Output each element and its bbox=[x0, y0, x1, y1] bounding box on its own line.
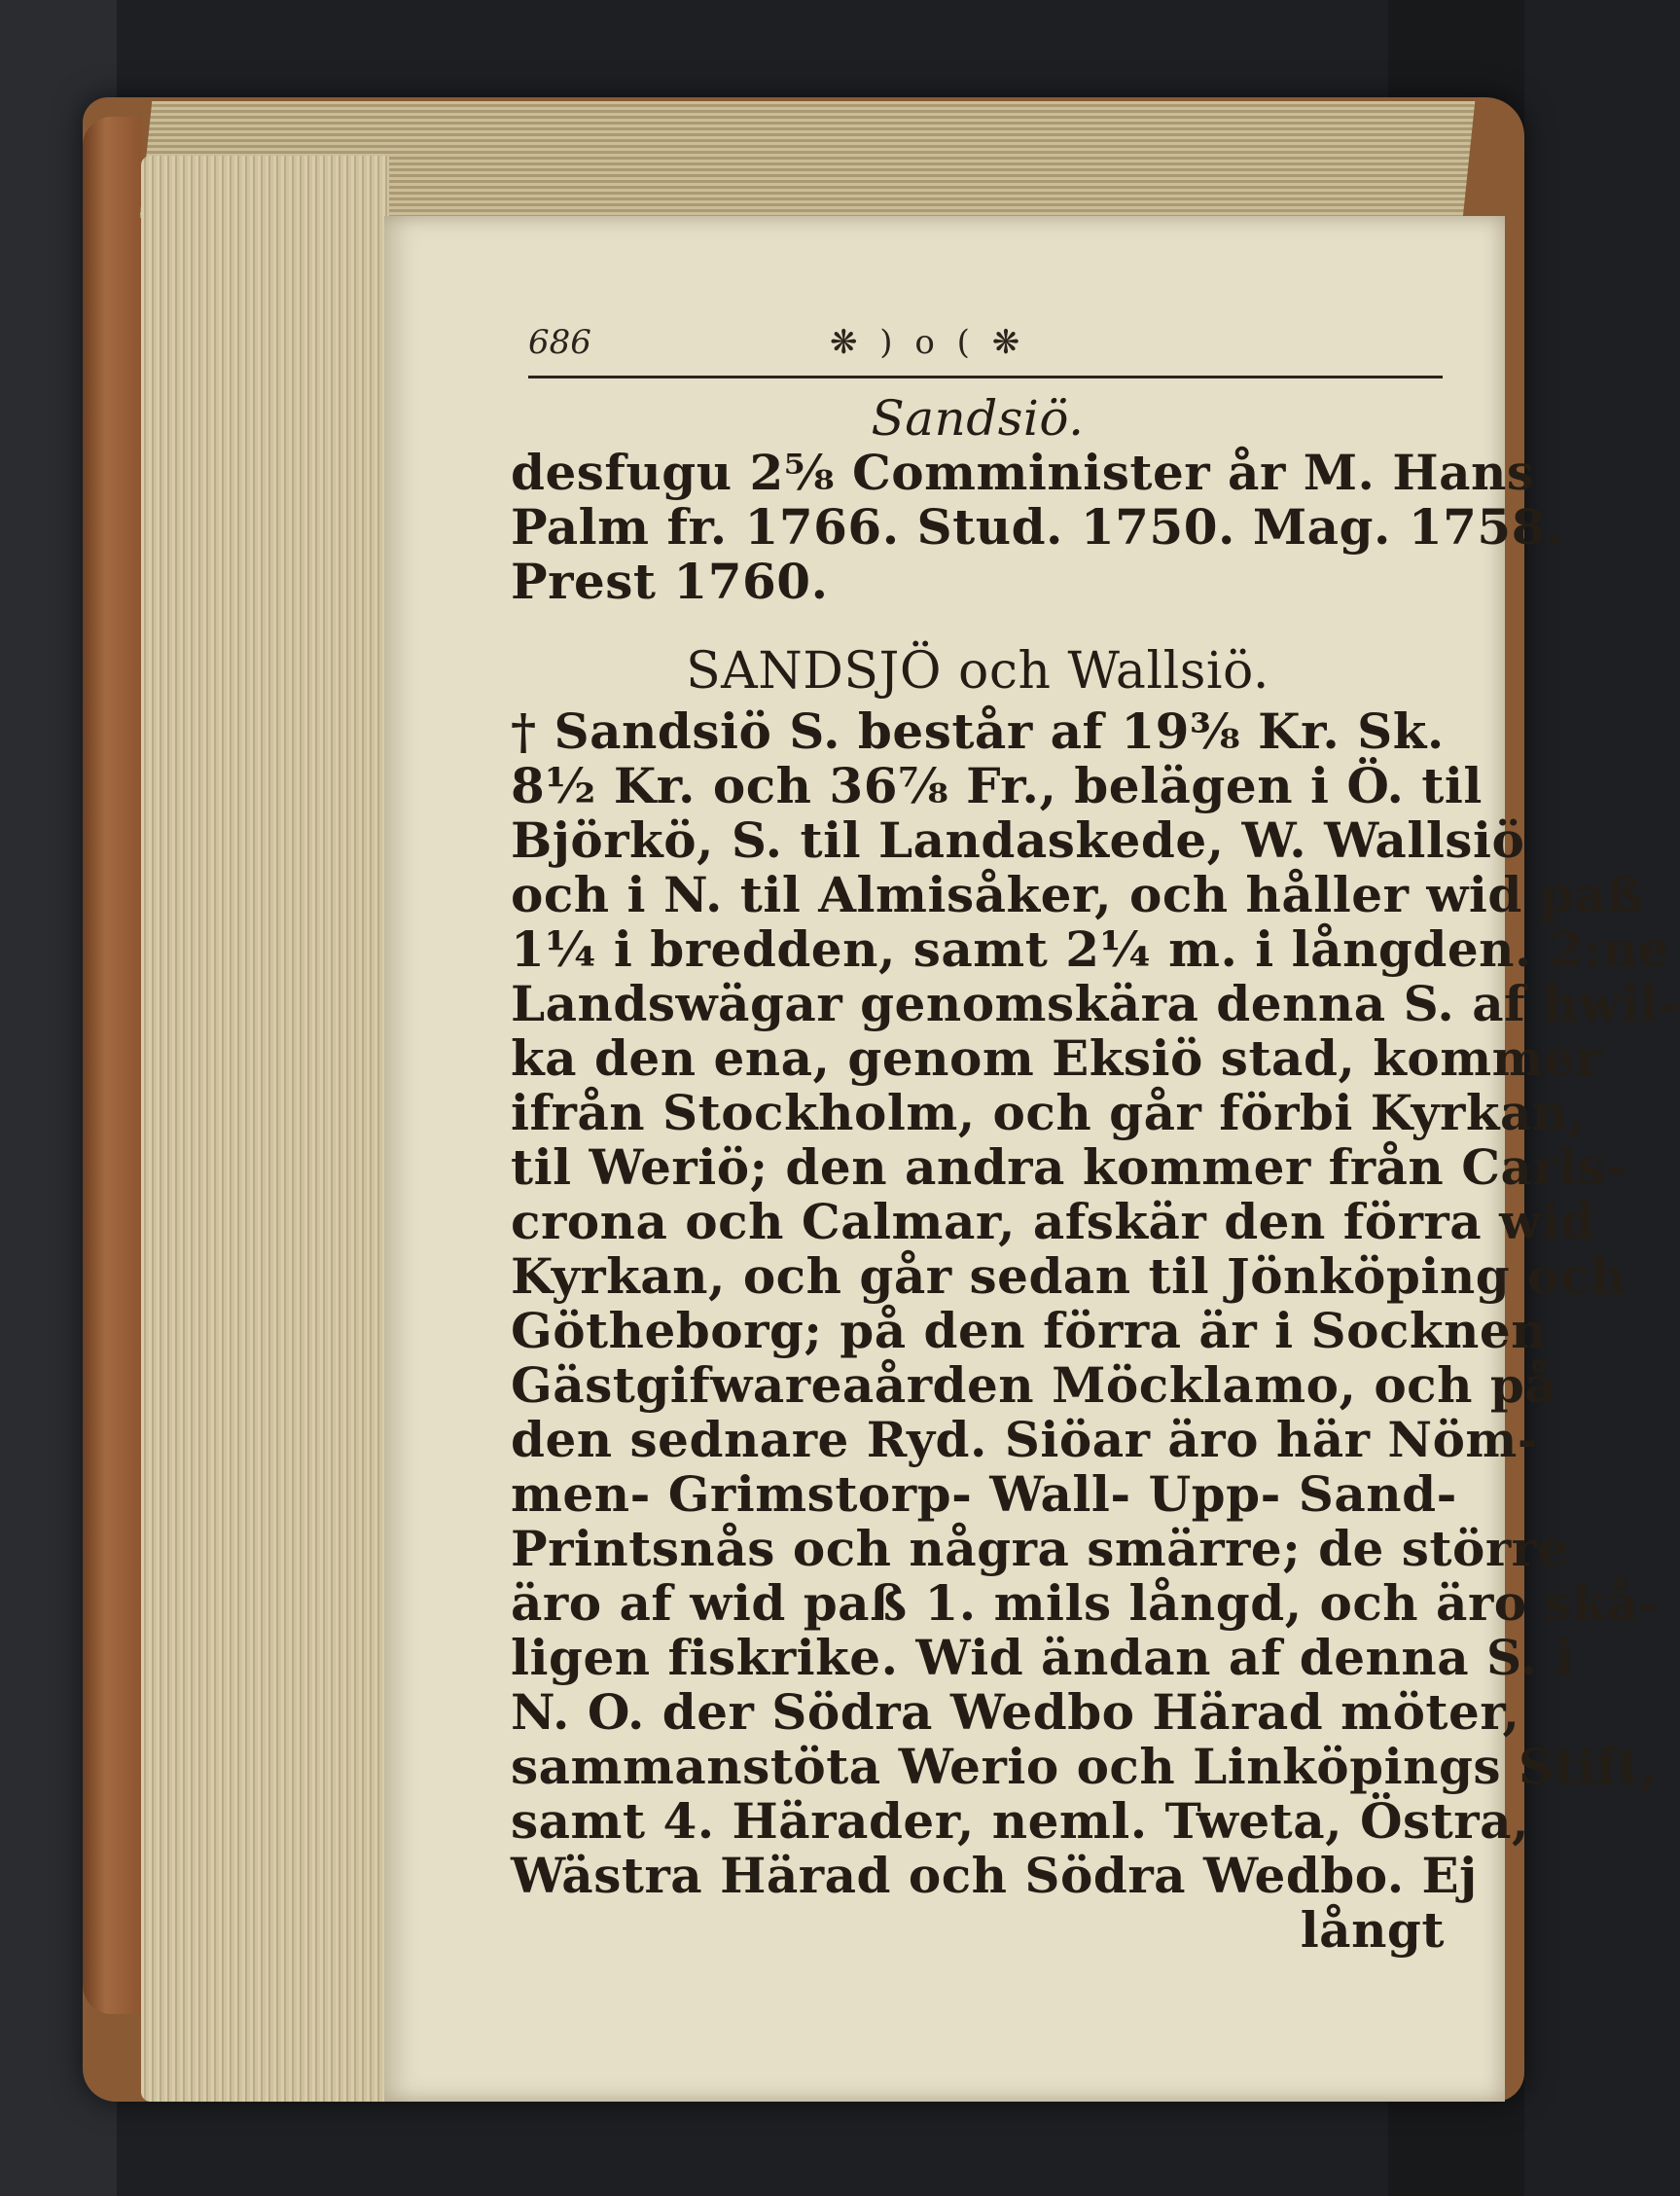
text-line: ligen fiskrike. Wid ändan af denna S. i bbox=[511, 1629, 1575, 1686]
text-line: Kyrkan, och går sedan til Jönköping och bbox=[511, 1247, 1626, 1305]
page-number: 686 bbox=[528, 323, 591, 362]
text-line: 8½ Kr. och 36⅞ Fr., belägen i Ö. til bbox=[511, 757, 1483, 814]
paragraph-1 bbox=[511, 444, 1563, 610]
running-title: Sandsiö. bbox=[871, 390, 1085, 447]
text-line: Prest 1760. bbox=[511, 553, 829, 610]
text-line: N. O. der Södra Wedbo Härad möter, bbox=[511, 1683, 1520, 1741]
text-line: ifrån Stockholm, och går förbi Kyrkan, bbox=[511, 1084, 1586, 1141]
text-line: Landswägar genomskära denna S. af hwil- bbox=[511, 975, 1680, 1032]
text-line: Götheborg; på den förra är i Socknen bbox=[511, 1302, 1548, 1359]
text-line: den sednare Ryd. Siöar äro här Nöm- bbox=[511, 1411, 1539, 1468]
text-line: Palm fr. 1766. Stud. 1750. Mag. 1758. bbox=[511, 498, 1563, 556]
text-line: samt 4. Härader, neml. Tweta, Östra, bbox=[511, 1792, 1529, 1850]
head-rule bbox=[528, 376, 1443, 378]
text-line: ka den ena, genom Eksiö stad, kommer bbox=[511, 1029, 1602, 1087]
text-line: crona och Calmar, afskär den förra wid bbox=[511, 1193, 1595, 1250]
book-spine bbox=[83, 117, 141, 2014]
catchword: långt bbox=[1300, 1901, 1445, 1959]
running-head bbox=[528, 323, 1443, 370]
paragraph-2 bbox=[511, 702, 1680, 1904]
text-line: äro af wid paß 1. mils långd, och äro skå- bbox=[511, 1574, 1660, 1632]
text-line: men- Grimstorp- Wall- Upp- Sand- bbox=[511, 1465, 1457, 1523]
text-line: Wästra Härad och Södra Wedbo. Ej bbox=[511, 1847, 1478, 1904]
text-line: desfugu 2⅝ Comminister år M. Hans bbox=[511, 444, 1535, 501]
text-line: och i N. til Almisåker, och håller wid paß bbox=[511, 866, 1644, 923]
text-line: Printsnås och några smärre; de större bbox=[511, 1520, 1569, 1577]
text-line: 1¼ i bredden, samt 2¼ m. i långden. 2:ne bbox=[511, 920, 1670, 978]
text-line: † Sandsiö S. består af 19⅜ Kr. Sk. bbox=[511, 702, 1445, 760]
text-line: Gästgifwareaården Möcklamo, och på bbox=[511, 1356, 1557, 1414]
text-line: til Weriö; den andra kommer från Carls- bbox=[511, 1138, 1626, 1196]
book-page bbox=[384, 216, 1680, 2102]
text-line: Björkö, S. til Landaskede, W. Wallsiö bbox=[511, 811, 1525, 869]
ornament: ❋ ) o ( ❋ bbox=[830, 323, 1026, 362]
section-heading: SANDSJÖ och Wallsiö. bbox=[686, 642, 1269, 701]
page-edges bbox=[141, 156, 389, 2102]
text-block bbox=[511, 390, 1680, 1959]
text-line: sammanstöta Werio och Linköpings Stift, bbox=[511, 1738, 1659, 1795]
